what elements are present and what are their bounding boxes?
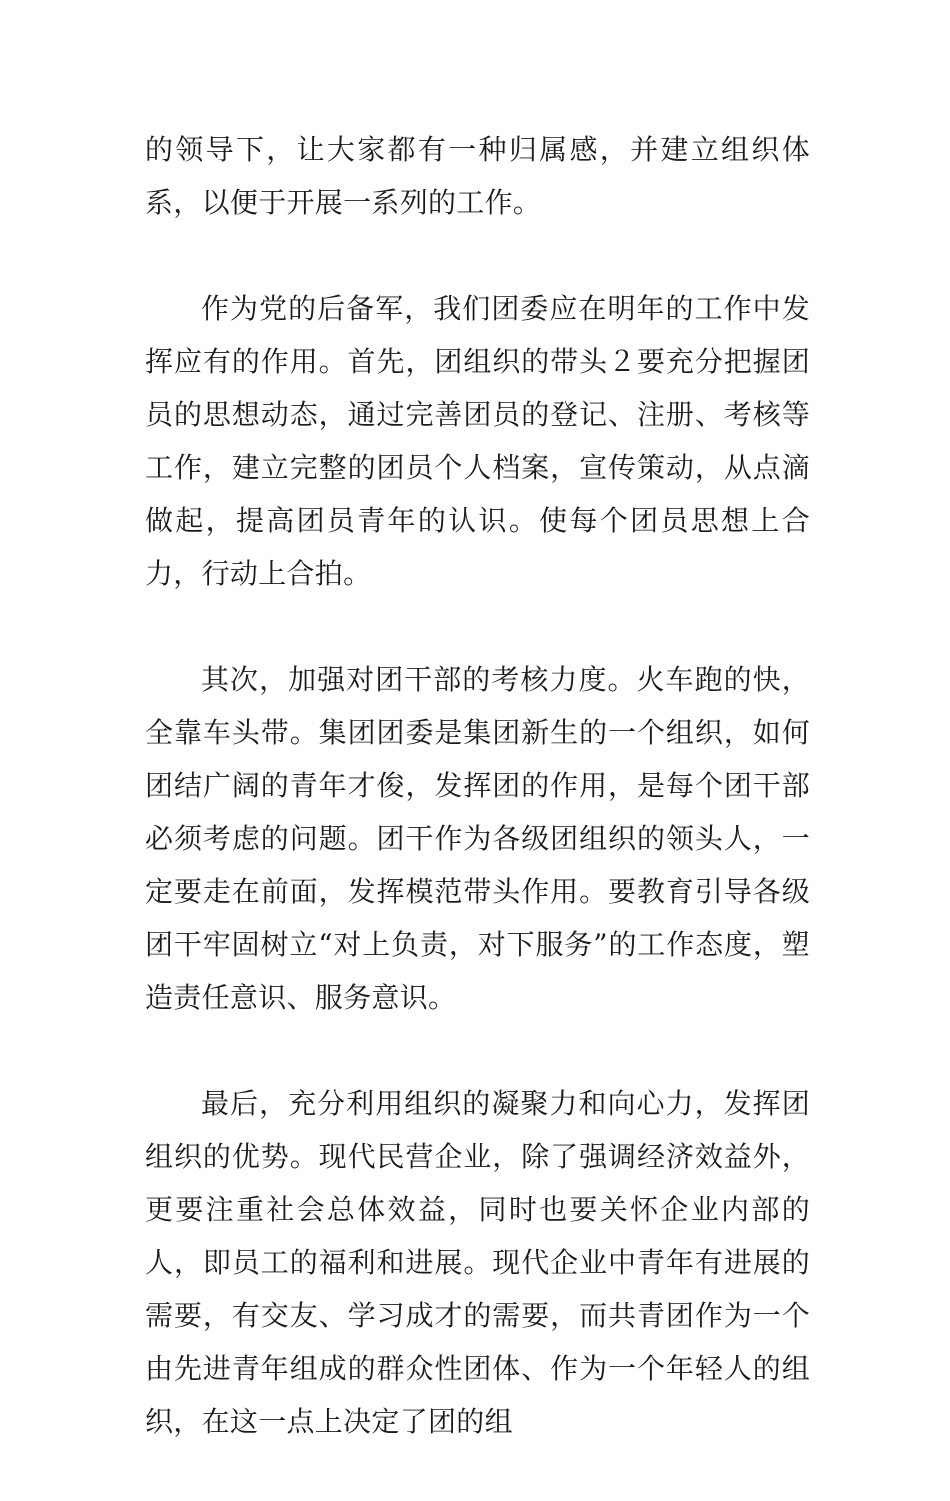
paragraph-1: 的领导下，让大家都有一种归属感，并建立组织体系，以便于开展一系列的工作。	[145, 133, 810, 219]
paragraph-3: 其次，加强对团干部的考核力度。火车跑的快，全靠车头带。集团团委是集团新生的一个组织，如何团结广阔的青年才俊，发挥团的作用，是每个团干部必须考虑的问题。团干作为各级团组织的领头人，一定要走在前面，发挥模范带头作用。要教育引导各级团干牢固树立“对上负责，对下服务”的工作态度，塑造责任意识、服务意识。	[145, 663, 810, 1014]
paragraph-2: 作为党的后备军，我们团委应在明年的工作中发挥应有的作用。首先，团组织的带头２要充分把握团员的思想动态，通过完善团员的登记、注册、考核等工作，建立完整的团员个人档案，宣传策动，从点滴做起，提高团员青年的认识。使每个团员思想上合力，行动上合拍。	[145, 292, 810, 590]
document-body	[145, 123, 810, 1501]
paragraph-4: 最后，充分利用组织的凝聚力和向心力，发挥团组织的优势。现代民营企业，除了强调经济效益外，更要注重社会总体效益，同时也要关怀企业内部的人，即员工的福利和进展。现代企业中青年有进展的需要，有交友、学习成才的需要，而共青团作为一个由先进青年组成的群众性团体、作为一个年轻人的组织，在这一点上决定了团的组	[145, 1087, 810, 1438]
